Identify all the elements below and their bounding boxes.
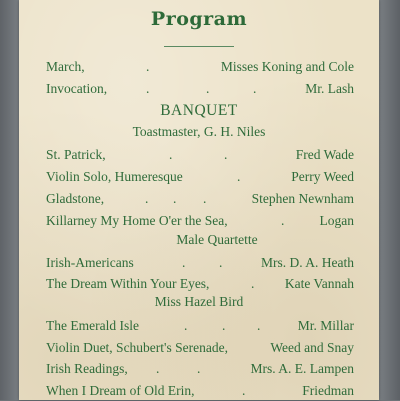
program-line-old-erin <box>19 381 379 401</box>
item-title: Irish-Americans <box>46 255 134 270</box>
leader-dot: . <box>184 318 188 333</box>
leader-dot: . <box>169 147 173 162</box>
item-performer: Mrs. A. E. Lampen <box>250 361 354 376</box>
program-line-dream-within <box>19 274 379 294</box>
male-quartette-line: Male Quartette <box>176 232 258 247</box>
item-title: When I Dream of Old Erin, <box>46 383 195 398</box>
title-rule <box>164 46 234 47</box>
leader-dot: . <box>224 147 228 162</box>
leader-dot: . <box>242 383 246 398</box>
program-line-irish-americans <box>19 253 379 273</box>
toastmaster-line: Toastmaster, G. H. Niles <box>132 124 266 139</box>
program-line-invocation <box>19 79 379 99</box>
leader-dot: . <box>253 81 257 96</box>
backdrop-left <box>0 0 20 400</box>
item-performer: Misses Koning and Cole <box>220 59 354 74</box>
item-performer: Fred Wade <box>295 147 354 162</box>
program-line-irish-readings <box>19 359 379 379</box>
item-title: The Emerald Isle <box>46 318 139 333</box>
item-performer: Kate Vannah <box>284 276 354 291</box>
leader-dot: . <box>173 191 177 206</box>
item-title: Violin Solo, Humeresque <box>46 169 183 184</box>
program-card <box>19 0 379 400</box>
leader-dot: . <box>182 255 186 270</box>
item-performer: Weed and Snay <box>270 340 354 355</box>
item-title: Violin Duet, Schubert's Serenade, <box>46 340 228 355</box>
item-performer: Stephen Newnham <box>251 191 354 206</box>
leader-dot: . <box>146 81 150 96</box>
leader-dot: . <box>251 276 255 291</box>
program-line-violin-duet <box>19 338 379 358</box>
program-line-emerald-isle <box>19 316 379 336</box>
item-performer: Mr. Millar <box>297 318 354 333</box>
item-performer: Mr. Lash <box>305 81 354 96</box>
leader-dot: . <box>257 318 261 333</box>
leader-dot: . <box>197 361 201 376</box>
item-title: Invocation, <box>46 81 108 96</box>
leader-dot: . <box>203 191 207 206</box>
item-performer: Perry Weed <box>291 169 354 184</box>
program-line-violin-solo <box>19 167 379 187</box>
item-performer: Logan <box>319 213 354 228</box>
program-line-march <box>19 57 379 77</box>
item-title: March, <box>46 59 85 74</box>
miss-hazel-bird-line: Miss Hazel Bird <box>154 294 244 309</box>
item-title: Gladstone, <box>46 191 105 206</box>
leader-dot: . <box>237 169 241 184</box>
program-line-st-patrick <box>19 145 379 165</box>
leader-dot: . <box>156 361 160 376</box>
leader-dot: . <box>222 318 226 333</box>
item-performer: Friedman <box>302 383 354 398</box>
leader-dot: . <box>219 255 223 270</box>
leader-dot: . <box>206 81 210 96</box>
item-performer: Mrs. D. A. Heath <box>261 255 354 270</box>
item-title: The Dream Within Your Eyes, <box>46 276 210 291</box>
item-title: Killarney My Home O'er the Sea, <box>46 213 228 228</box>
leader-dot: . <box>281 213 285 228</box>
item-title: Irish Readings, <box>46 361 128 376</box>
program-title: Program <box>150 8 248 30</box>
program-line-gladstone <box>19 189 379 209</box>
leader-dot: . <box>146 59 150 74</box>
banquet-heading: BANQUET <box>160 102 238 119</box>
backdrop-right <box>378 0 400 400</box>
program-line-killarney <box>19 211 379 231</box>
leader-dot: . <box>145 191 149 206</box>
item-title: St. Patrick, <box>46 147 106 162</box>
